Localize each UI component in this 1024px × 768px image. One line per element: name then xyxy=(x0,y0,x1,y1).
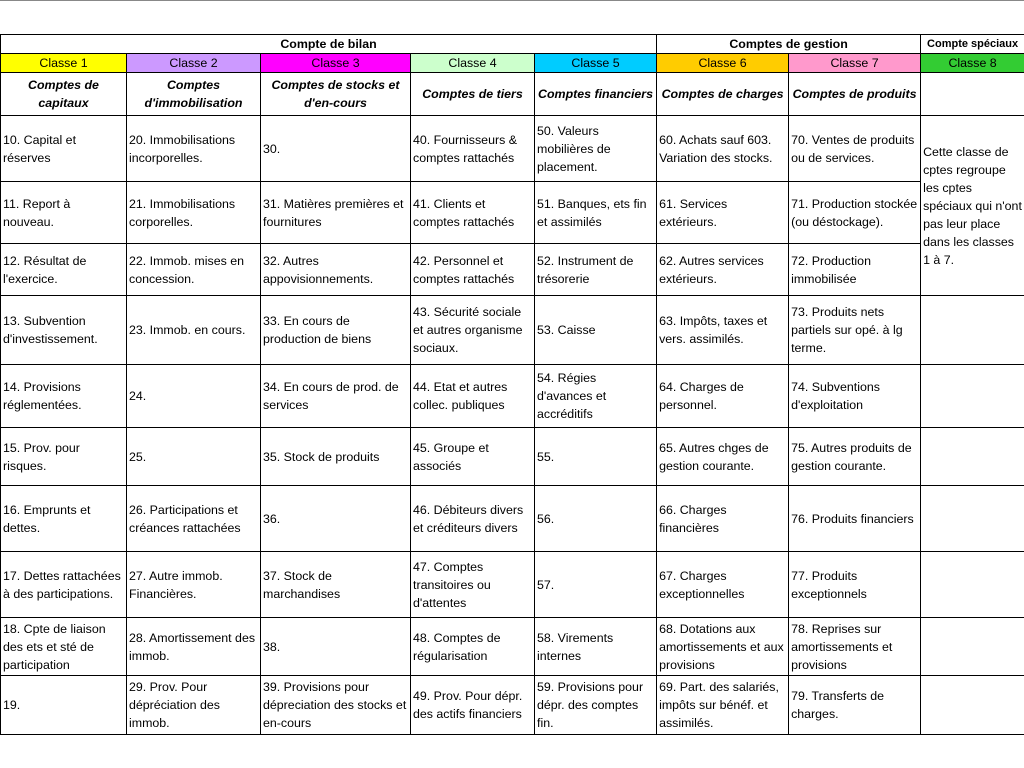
table-row xyxy=(1,618,1024,676)
classe8-empty-cell xyxy=(921,552,1024,618)
account-cell: 55. xyxy=(535,428,657,486)
table-row xyxy=(1,296,1024,365)
account-cell: 78. Reprises sur amortissements et provisions xyxy=(789,618,921,676)
group-header-speciaux: Compte spéciaux xyxy=(921,35,1024,54)
table-row xyxy=(1,676,1024,735)
account-cell: 64. Charges de personnel. xyxy=(657,365,789,428)
classe8-empty-cell xyxy=(921,676,1024,735)
account-cell: 27. Autre immob. Financières. xyxy=(127,552,261,618)
account-cell: 43. Sécurité sociale et autres organisme sociaux. xyxy=(411,296,535,365)
account-cell: 59. Provisions pour dépr. des comptes fin. xyxy=(535,676,657,735)
class-header-6: Classe 6 xyxy=(657,54,789,73)
account-cell: 44. Etat et autres collec. publiques xyxy=(411,365,535,428)
class-header-4: Classe 4 xyxy=(411,54,535,73)
account-cell: 34. En cours de prod. de services xyxy=(261,365,411,428)
class-header-3: Classe 3 xyxy=(261,54,411,73)
account-cell: 29. Prov. Pour dépréciation des immob. xyxy=(127,676,261,735)
account-cell: 57. xyxy=(535,552,657,618)
class-header-8: Classe 8 xyxy=(921,54,1024,73)
account-cell: 40. Fournisseurs & comptes rattachés xyxy=(411,116,535,182)
chart-of-accounts-table xyxy=(0,34,1024,735)
account-cell: 50. Valeurs mobilières de placement. xyxy=(535,116,657,182)
class-header-5: Classe 5 xyxy=(535,54,657,73)
classe8-empty-cell xyxy=(921,618,1024,676)
account-cell: 65. Autres chges de gestion courante. xyxy=(657,428,789,486)
account-cell: 35. Stock de produits xyxy=(261,428,411,486)
account-cell: 45. Groupe et associés xyxy=(411,428,535,486)
account-cell: 73. Produits nets partiels sur opé. à lg terme. xyxy=(789,296,921,365)
account-cell: 79. Transferts de charges. xyxy=(789,676,921,735)
account-cell: 33. En cours de production de biens xyxy=(261,296,411,365)
table-row xyxy=(1,182,1024,244)
account-cell: 61. Services extérieurs. xyxy=(657,182,789,244)
category-header-3: Comptes de stocks et d'en-cours xyxy=(261,73,411,116)
account-cell: 11. Report à nouveau. xyxy=(1,182,127,244)
account-cell: 23. Immob. en cours. xyxy=(127,296,261,365)
classe8-empty-cell xyxy=(921,296,1024,365)
category-header-6: Comptes de charges xyxy=(657,73,789,116)
class-header-2: Classe 2 xyxy=(127,54,261,73)
account-cell: 66. Charges financières xyxy=(657,486,789,552)
account-cell: 74. Subventions d'exploitation xyxy=(789,365,921,428)
account-cell: 56. xyxy=(535,486,657,552)
table-row xyxy=(1,428,1024,486)
account-cell: 48. Comptes de régularisation xyxy=(411,618,535,676)
account-cell: 22. Immob. mises en concession. xyxy=(127,244,261,296)
class-header-1: Classe 1 xyxy=(1,54,127,73)
classe8-empty-cell xyxy=(921,428,1024,486)
account-cell: 16. Emprunts et dettes. xyxy=(1,486,127,552)
account-cell: 41. Clients et comptes rattachés xyxy=(411,182,535,244)
account-cell: 21. Immobilisations corporelles. xyxy=(127,182,261,244)
class-header-7: Classe 7 xyxy=(789,54,921,73)
account-cell: 30. xyxy=(261,116,411,182)
account-cell: 32. Autres appovisionnements. xyxy=(261,244,411,296)
account-cell: 68. Dotations aux amortissements et aux provisions xyxy=(657,618,789,676)
account-cell: 62. Autres services extérieurs. xyxy=(657,244,789,296)
account-cell: 20. Immobilisations incorporelles. xyxy=(127,116,261,182)
classe8-description: Cette classe de cptes regroupe les cptes spéciaux qui n'ont pas leur place dans les classes 1 à 7. xyxy=(921,116,1024,296)
category-header-8-empty xyxy=(921,73,1024,116)
account-cell: 71. Production stockée (ou déstockage). xyxy=(789,182,921,244)
account-cell: 72. Production immobilisée xyxy=(789,244,921,296)
account-cell: 49. Prov. Pour dépr. des actifs financiers xyxy=(411,676,535,735)
account-rows xyxy=(1,116,1024,735)
account-cell: 37. Stock de marchandises xyxy=(261,552,411,618)
table-row xyxy=(1,552,1024,618)
classe8-empty-cell xyxy=(921,365,1024,428)
group-header-row xyxy=(1,35,1024,54)
account-cell: 54. Régies d'avances et accréditifs xyxy=(535,365,657,428)
account-cell: 38. xyxy=(261,618,411,676)
account-cell: 70. Ventes de produits ou de services. xyxy=(789,116,921,182)
account-cell: 52. Instrument de trésorerie xyxy=(535,244,657,296)
group-header-gestion: Comptes de gestion xyxy=(657,35,921,54)
account-cell: 67. Charges exceptionnelles xyxy=(657,552,789,618)
account-cell: 77. Produits exceptionnels xyxy=(789,552,921,618)
category-header-5: Comptes financiers xyxy=(535,73,657,116)
table-row xyxy=(1,244,1024,296)
classe8-empty-cell xyxy=(921,486,1024,552)
category-header-2: Comptes d'immobilisation xyxy=(127,73,261,116)
account-cell: 18. Cpte de liaison des ets et sté de participation xyxy=(1,618,127,676)
account-cell: 24. xyxy=(127,365,261,428)
account-cell: 46. Débiteurs divers et créditeurs divers xyxy=(411,486,535,552)
account-cell: 53. Caisse xyxy=(535,296,657,365)
account-cell: 69. Part. des salariés, impôts sur bénéf. et assimilés. xyxy=(657,676,789,735)
account-cell: 15. Prov. pour risques. xyxy=(1,428,127,486)
class-header-row xyxy=(1,54,1024,73)
account-cell: 58. Virements internes xyxy=(535,618,657,676)
account-cell: 31. Matières premières et fournitures xyxy=(261,182,411,244)
account-cell: 36. xyxy=(261,486,411,552)
account-cell: 26. Participations et créances rattachées xyxy=(127,486,261,552)
table-row xyxy=(1,486,1024,552)
account-cell: 13. Subvention d'investissement. xyxy=(1,296,127,365)
account-cell: 39. Provisions pour dépreciation des stocks et en-cours xyxy=(261,676,411,735)
account-cell: 25. xyxy=(127,428,261,486)
account-cell: 19. xyxy=(1,676,127,735)
account-cell: 42. Personnel et comptes rattachés xyxy=(411,244,535,296)
category-header-row xyxy=(1,73,1024,116)
category-header-7: Comptes de produits xyxy=(789,73,921,116)
table-row xyxy=(1,116,1024,182)
account-cell: 10. Capital et réserves xyxy=(1,116,127,182)
category-header-4: Comptes de tiers xyxy=(411,73,535,116)
category-header-1: Comptes de capitaux xyxy=(1,73,127,116)
account-cell: 28. Amortissement des immob. xyxy=(127,618,261,676)
account-cell: 14. Provisions réglementées. xyxy=(1,365,127,428)
account-cell: 12. Résultat de l'exercice. xyxy=(1,244,127,296)
account-cell: 47. Comptes transitoires ou d'attentes xyxy=(411,552,535,618)
top-border xyxy=(0,0,1024,1)
account-cell: 51. Banques, ets fin et assimilés xyxy=(535,182,657,244)
account-cell: 76. Produits financiers xyxy=(789,486,921,552)
table-row xyxy=(1,365,1024,428)
account-cell: 17. Dettes rattachées à des participations. xyxy=(1,552,127,618)
account-cell: 60. Achats sauf 603. Variation des stocks. xyxy=(657,116,789,182)
account-cell: 63. Impôts, taxes et vers. assimilés. xyxy=(657,296,789,365)
account-cell: 75. Autres produits de gestion courante. xyxy=(789,428,921,486)
group-header-bilan: Compte de bilan xyxy=(1,35,657,54)
